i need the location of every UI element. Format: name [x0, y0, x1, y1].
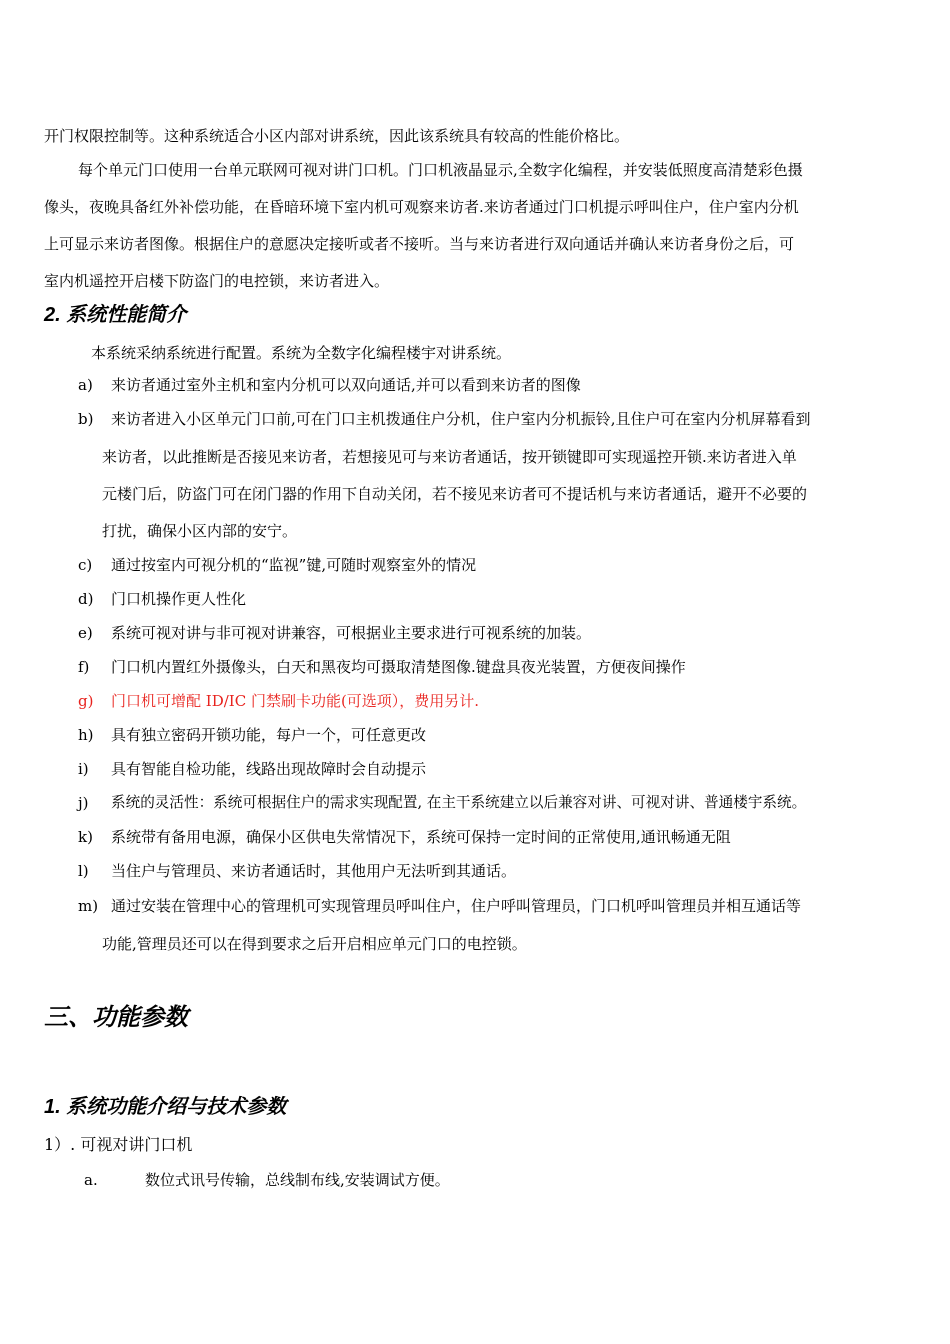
- list-item-label: a): [78, 376, 93, 394]
- list-item-text: 系统带有备用电源，确保小区供电失常情况下，系统可保持一定时间的正常使用,通讯畅通无阻: [111, 828, 731, 846]
- list-item-label: f): [78, 658, 90, 676]
- list-item-text: 来访者进入小区单元门口前,可在门口主机拨通住户分机，住户室内分机振铃,且住户可在室内分机屏幕看到: [111, 410, 811, 428]
- list-item-text: 通过按室内可视分机的“监视”键,可随时观察室外的情况: [111, 556, 477, 574]
- list-item-label: c): [78, 556, 93, 574]
- list-item-label: h): [78, 726, 94, 744]
- list-item-text: 打扰，确保小区内部的安宁。: [102, 522, 298, 540]
- list-item-text: 当住户与管理员、来访者通话时，其他用户无法听到其通话。: [111, 862, 517, 880]
- chapter-3-subheading: 1. 系统功能介绍与技术参数: [44, 1096, 287, 1118]
- section-2-heading: 2. 系统性能简介: [44, 304, 187, 326]
- list-item-text: 系统可视对讲与非可视对讲兼容，可根据业主要求进行可视系统的加装。: [111, 624, 592, 642]
- chapter-3-subsubheading: 1）. 可视对讲门口机: [44, 1135, 193, 1154]
- list-item-text: 门口机操作更人性化: [111, 590, 247, 608]
- list-item-text: 通过安装在管理中心的管理机可实现管理员呼叫住户，住户呼叫管理员，门口机呼叫管理员并相互通话等: [111, 897, 802, 915]
- list-item-text: 具有智能自检功能，线路出现故障时会自动提示: [111, 760, 427, 778]
- list-item-label: e): [78, 624, 93, 642]
- list-item-label: b): [78, 410, 94, 428]
- list-item-label: m): [78, 897, 99, 915]
- section-2-intro: 本系统采纳系统进行配置。系统为全数字化编程楼宇对讲系统。: [91, 344, 512, 362]
- list-item-text: 元楼门后，防盗门可在闭门器的作用下自动关闭，若不接见来访者可不提话机与来访者通话，避开不必要的: [102, 485, 808, 503]
- list-item-label-highlight: g): [78, 692, 94, 710]
- list-item-text: 系统的灵活性：系统可根据住户的需求实现配置, 在主干系统建立以后兼容对讲、可视对讲、普通楼宇系统。: [111, 794, 807, 811]
- list-item-label: j): [78, 794, 89, 812]
- intro-para-line: 像头，夜晚具备红外补偿功能，在昏暗环境下室内机可观察来访者.来访者通过门口机提示呼叫住户，住户室内分机: [44, 198, 799, 216]
- list-item-text: 来访者通过室外主机和室内分机可以双向通话,并可以看到来访者的图像: [111, 376, 581, 394]
- list-item-text: 具有独立密码开锁功能，每户一个，可任意更改: [111, 726, 427, 744]
- list-item-label: i): [78, 760, 89, 778]
- list-item-text: 功能,管理员还可以在得到要求之后开启相应单元门口的电控锁。: [102, 935, 527, 953]
- intro-line-1: 开门权限控制等。这种系统适合小区内部对讲系统，因此该系统具有较高的性能价格比。: [44, 127, 630, 145]
- list-item-label: l): [78, 862, 89, 880]
- list-item-text: 数位式讯号传输，总线制布线,安装调试方便。: [145, 1171, 450, 1189]
- intro-para-line: 室内机遥控开启楼下防盗门的电控锁，来访者进入。: [44, 272, 390, 290]
- chapter-3-heading: 三、功能参数: [44, 1004, 188, 1031]
- list-item-text: 来访者，以此推断是否接见来访者，若想接见可与来访者通话，按开锁键即可实现遥控开锁.来访者进入单: [102, 448, 797, 466]
- list-item-label: d): [78, 590, 94, 608]
- intro-para-line: 每个单元门口使用一台单元联网可视对讲门口机。门口机液晶显示,全数字化编程，并安装低照度高清楚彩色摄: [78, 161, 803, 179]
- list-item-text-highlight: 门口机可增配 ID/IC 门禁刷卡功能(可选项），费用另计.: [111, 692, 480, 710]
- list-item-text: 门口机内置红外摄像头，白天和黑夜均可摄取清楚图像.键盘具夜光装置，方便夜间操作: [111, 658, 686, 676]
- intro-para-line: 上可显示来访者图像。根据住户的意愿决定接听或者不接听。当与来访者进行双向通话并确认来访者身份之后，可: [44, 235, 795, 253]
- list-item-label: k): [78, 828, 93, 846]
- list-item-label: a.: [84, 1171, 98, 1189]
